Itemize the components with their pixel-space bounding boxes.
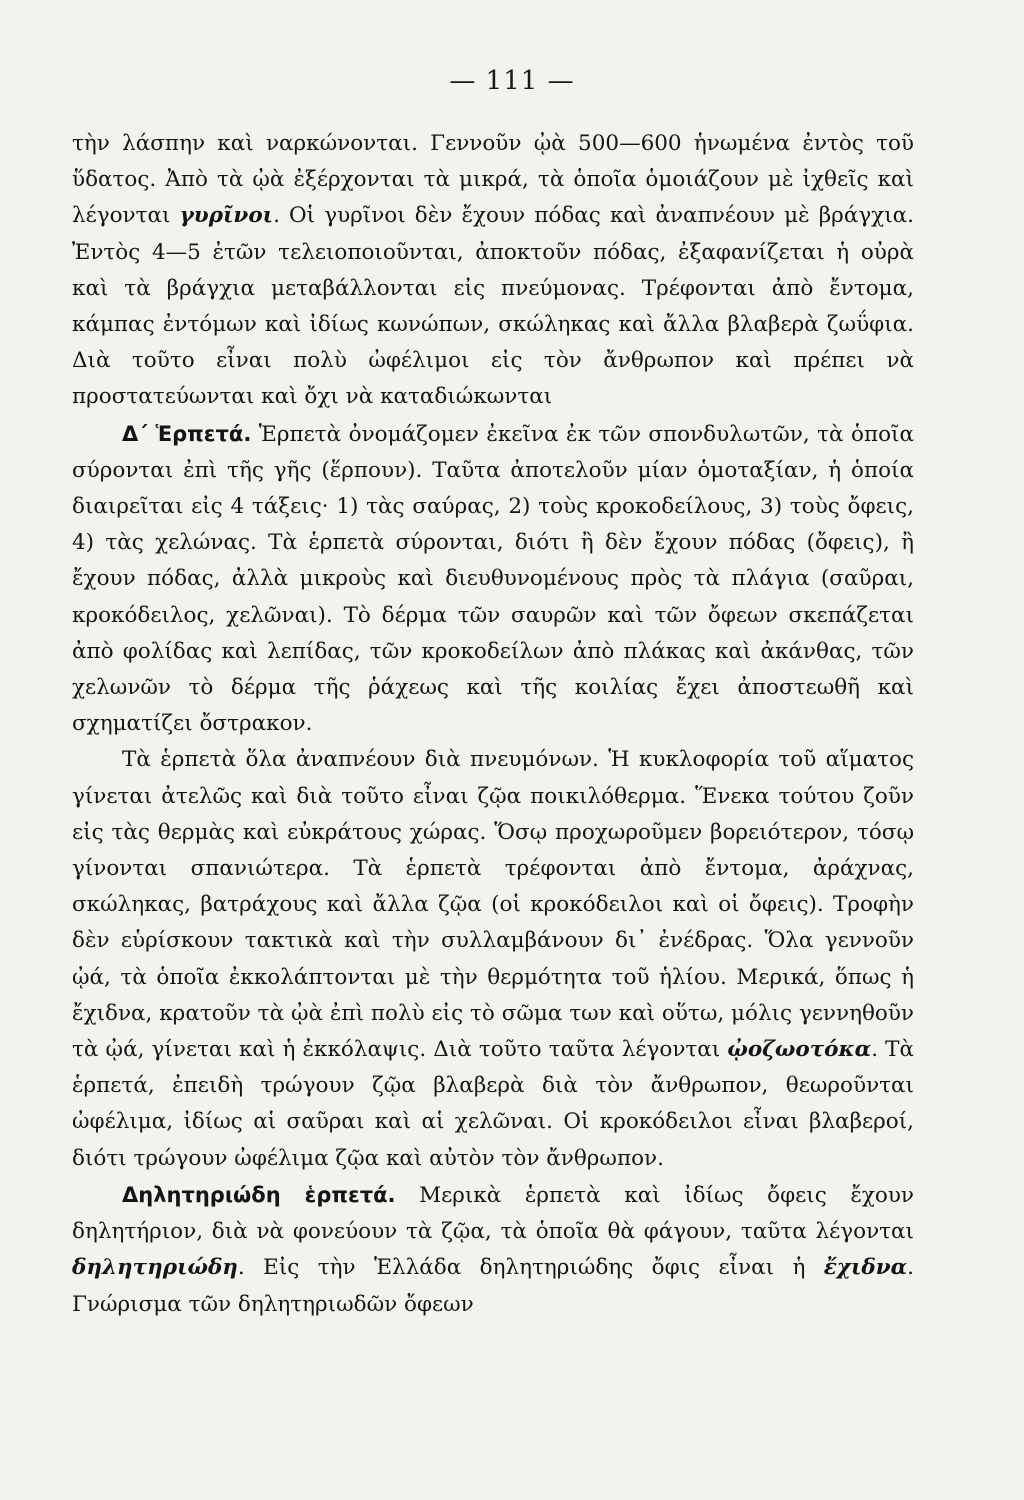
paragraph-venomous-reptiles <box>72 1177 914 1323</box>
body-text <box>72 126 914 1323</box>
term-venomous: δηλητηριώδη <box>72 1255 238 1281</box>
term-ovoviviparous: ᾠοζωοτόκα <box>727 1037 872 1063</box>
section-heading-reptiles: Δ΄ Ἑρπετά. <box>122 421 252 446</box>
text-segment: Τὰ ἑρπετὰ ὅλα ἀναπνέουν διὰ πνευμόνων. Ἡ κυκλοφορία τοῦ αἵματος γίνεται ἀτελῶς καὶ διὰ τοῦτο εἶναι ζῷα ποικιλόθερμα. Ἕνεκα τούτου ζοῦν εἰς τὰς θερμὰς καὶ εὐκράτους χώρας. Ὅσῳ προχωροῦμεν βορειότερον, τόσῳ γίνονται σπανιώτερα. Τὰ ἑρπετὰ τρέφονται ἀπὸ ἔντομα, ἀράχνας, σκώληκας, βατράχους καὶ ἄλλα ζῷα (οἱ κροκόδειλοι καὶ οἱ ὄφεις). Τροφὴν δὲν εὑρίσκουν τακτικὰ καὶ τὴν συλλαμβάνουν δι᾽ ἐνέδρας. Ὅλα γεννοῦν ᾠά, τὰ ὁποῖα ἐκκολάπτονται μὲ τὴν θερμότητα τοῦ ἡλίου. Μερικά, ὅπως ἡ ἔχιδνα, κρατοῦν τὰ ᾠὰ ἐπὶ πολὺ εἰς τὸ σῶμα των καὶ οὕτω, μόλις γεννηθοῦν τὰ ᾠά, γίνεται καὶ ἡ ἐκκόλαψις. Διὰ τοῦτο ταῦτα λέγονται <box>72 747 914 1063</box>
text-segment: τὴν λάσπην καὶ ναρκώνονται. Γεννοῦν ᾠὰ 500—600 ἡνωμένα ἐντὸς τοῦ ὕδατος. Ἀπὸ τὰ ᾠὰ ἐξέρχονται τὰ μικρά, τὰ ὁποῖα ὁμοιάζουν μὲ ἰχθεῖς καὶ λέγονται <box>72 131 914 229</box>
text-segment: . Γνώρισμα τῶν δηλητηριωδῶν ὄφεων <box>72 1255 914 1317</box>
paragraph-reptiles-intro <box>72 416 914 743</box>
text-segment: Μερικὰ ἑρπετὰ καὶ ἰδίως ὄφεις ἔχουν δηλητήριον, διὰ νὰ φονεύουν τὰ ζῷα, τὰ ὁποῖα θὰ φάγουν, ταῦτα λέγονται <box>72 1182 914 1245</box>
text-segment: . Τὰ ἑρπετά, ἐπειδὴ τρώγουν ζῷα βλαβερὰ διὰ τὸν ἄνθρωπον, θεωροῦνται ὠφέλιμα, ἰδίως αἱ σαῦραι καὶ αἱ χελῶναι. Οἱ κροκόδειλοι εἶναι βλαβεροί, διότι τρώγουν ὠφέλιμα ζῷα καὶ αὐτὸν τὸν ἄνθρωπον. <box>72 1037 915 1171</box>
term-tadpoles: γυρῖνοι <box>179 203 274 229</box>
paragraph-amphibian-development <box>72 126 914 416</box>
text-segment: . Οἱ γυρῖνοι δὲν ἔχουν πόδας καὶ ἀναπνέουν μὲ βράγχια. Ἐντὸς 4—5 ἐτῶν τελειοποιοῦνται, ἀποκτοῦν πόδας, ἐξαφανίζεται ἡ οὐρὰ καὶ τὰ βράγχια μεταβάλλονται εἰς πνεύμονας. Τρέφονται ἀπὸ ἔντομα, κάμπας ἐντόμων καὶ ἰδίως κωνώπων, σκώληκας καὶ ἄλλα βλαβερὰ ζωΰφια. Διὰ τοῦτο εἶναι πολὺ ὠφέλιμοι εἰς τὸν ἄνθρωπον καὶ πρέπει νὰ προστατεύωνται καὶ ὄχι νὰ καταδιώκωνται <box>72 203 914 410</box>
paragraph-reptiles-biology <box>72 742 914 1176</box>
term-viper: ἔχιδνα <box>823 1255 908 1281</box>
text-segment: Ἑρπετὰ ὀνομάζομεν ἐκεῖνα ἐκ τῶν σπονδυλωτῶν, τὰ ὁποῖα σύρονται ἐπὶ τῆς γῆς (ἕρπουν). Ταῦτα ἀποτελοῦν μίαν ὁμοταξίαν, ἡ ὁποία διαιρεῖται εἰς 4 τάξεις· 1) τὰς σαύρας, 2) τοὺς κροκοδείλους, 3) τοὺς ὄφεις, 4) τὰς χελώνας. Τὰ ἑρπετὰ σύρονται, διότι ἢ δὲν ἔχουν πόδας (ὄφεις), ἢ ἔχουν πόδας, ἀλλὰ μικροὺς καὶ διευθυνομένους πρὸς τὰ πλάγια (σαῦραι, κροκόδειλος, χελῶναι). Τὸ δέρμα τῶν σαυρῶν καὶ τῶν ὄφεων σκεπάζεται ἀπὸ φολίδας καὶ λεπίδας, τῶν κροκοδείλων ἀπὸ πλάκας καὶ ἀκάνθας, τῶν χελωνῶν τὸ δέρμα τῆς ῥάχεως καὶ τῆς κοιλίας ἔχει ἀποστεωθῆ καὶ σχηματίζει ὄστρακον. <box>72 421 914 737</box>
text-segment: . Εἰς τὴν Ἑλλάδα δηλητηριώδης ὄφις εἶναι ἡ <box>237 1255 824 1281</box>
section-heading-venomous: Δηλητηριώδη ἑρπετά. <box>122 1182 396 1207</box>
page-number: — 111 — <box>449 66 575 96</box>
